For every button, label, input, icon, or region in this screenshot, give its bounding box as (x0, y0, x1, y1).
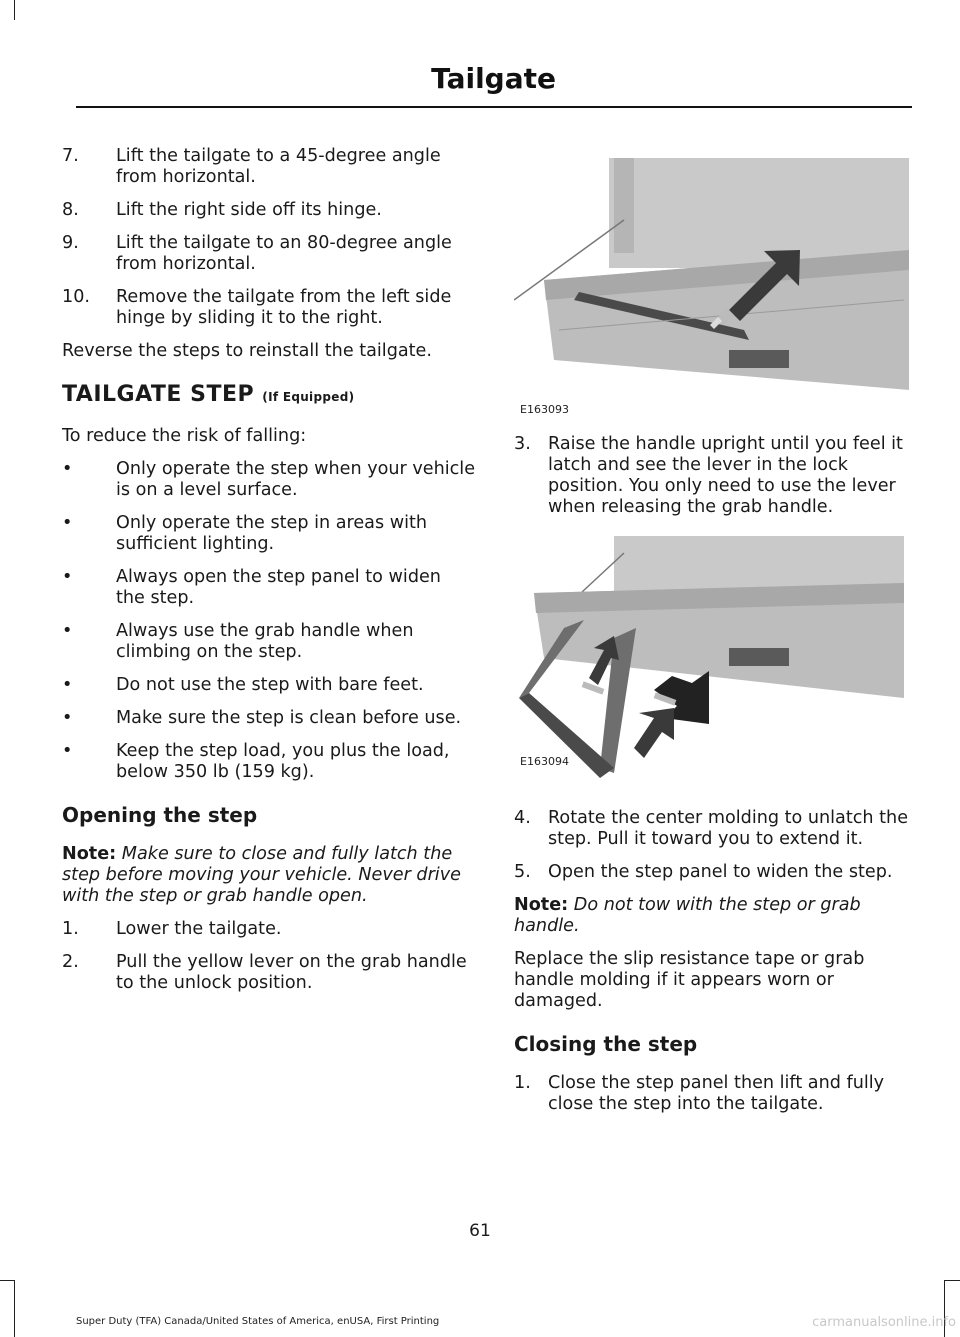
crop-mark-bl-h (0, 1280, 14, 1281)
list-item: 7. Lift the tailgate to a 45-degree angle from horizontal. (62, 146, 441, 187)
list-item: • Always use the grab handle when climbing on the step. (62, 621, 414, 662)
section-heading: TAILGATE STEP (If Equipped) (62, 382, 355, 407)
header-rule (76, 106, 912, 108)
figure-tailgate-lowered (514, 150, 912, 422)
right-column-step3 (514, 434, 912, 530)
list-item: • Make sure the step is clean before use. (62, 708, 462, 728)
watermark: carmanualsonline.info (812, 1315, 956, 1330)
list-item: 1. Close the step panel then lift and fully close the step into the tailgate. (514, 1073, 885, 1114)
step-illustration (514, 528, 912, 786)
page-number: 61 (469, 1221, 491, 1241)
list-item: 9. Lift the tailgate to an 80-degree angle from horizontal. (62, 233, 452, 274)
list-item: • Only operate the step when your vehicle is on a level surface. (62, 459, 476, 500)
left-column (62, 146, 475, 1006)
arrow-down (634, 708, 674, 758)
list-item: 5. Open the step panel to widen the step. (514, 862, 893, 882)
right-column-main (514, 808, 912, 1127)
crop-mark-bl-v (14, 1280, 15, 1337)
list-item: 2. Pull the yellow lever on the grab handle to the unlock position. (62, 952, 467, 993)
figure-code: E163093 (520, 403, 569, 416)
list-item: • Keep the step load, you plus the load, below 350 lb (159 kg). (62, 741, 450, 782)
list-item: 8. Lift the right side off its hinge. (62, 200, 382, 220)
page-title: Tailgate (431, 62, 556, 95)
figure-step-extended (514, 528, 912, 786)
note-paragraph: Note: Do not tow with the step or grab handle. (514, 895, 861, 936)
list-item: 4. Rotate the center molding to unlatch the step. Pull it toward you to extend it. (514, 808, 909, 849)
replace-paragraph: Replace the slip resistance tape or grab handle molding if it appears worn or damaged. (514, 949, 865, 1011)
intro-paragraph: To reduce the risk of falling: (62, 426, 307, 446)
list-item: 3. Raise the handle upright until you feel it latch and see the lever in the lock position. You only need to use the lever when releasing the grab handle. (514, 434, 903, 517)
figure-code: E163094 (520, 755, 569, 768)
list-item: • Only operate the step in areas with sufficient lighting. (62, 513, 428, 554)
list-item: 10. Remove the tailgate from the left side hinge by sliding it to the right. (62, 287, 452, 328)
note-paragraph: Note: Make sure to close and fully latch the step before moving your vehicle. Never drive with the step or grab handle open. (62, 844, 461, 906)
subsection-heading: Closing the step (514, 1032, 698, 1056)
list-item: • Do not use the step with bare feet. (62, 675, 424, 695)
subsection-heading: Opening the step (62, 803, 258, 827)
tailgate-illustration (514, 150, 912, 422)
reverse-paragraph: Reverse the steps to reinstall the tailgate. (62, 341, 432, 361)
crop-mark-tl-v (14, 0, 15, 20)
list-item: 1. Lower the tailgate. (62, 919, 282, 939)
footer-text: Super Duty (TFA) Canada/United States of America, enUSA, First Printing (76, 1316, 440, 1327)
crop-mark-br-h (944, 1280, 960, 1281)
list-item: • Always open the step panel to widen the step. (62, 567, 441, 608)
